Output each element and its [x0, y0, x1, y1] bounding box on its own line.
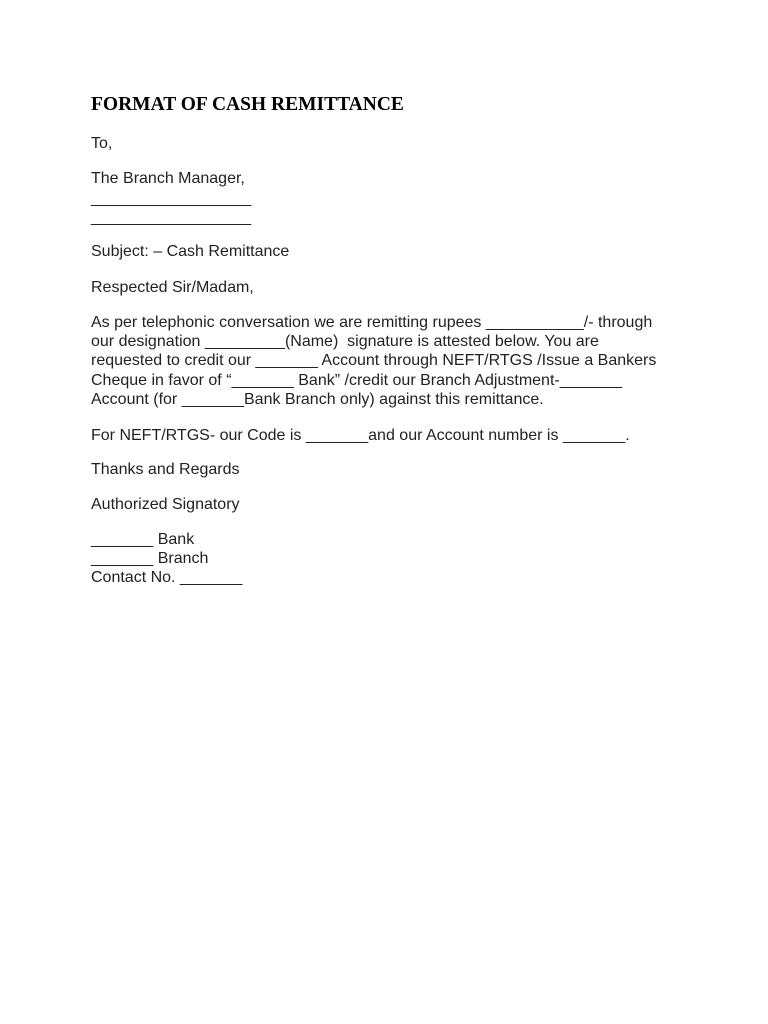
salutation-to: To,	[91, 135, 113, 152]
body-paragraph-line: our designation _________(Name) signature is attested below. You are	[91, 333, 599, 350]
body-paragraph-line: As per telephonic conversation we are remitting rupees ___________/- through	[91, 314, 653, 331]
contact-line: Contact No. _______	[91, 569, 243, 586]
address-blank-line: __________________	[91, 190, 252, 207]
body-paragraph-line: Cheque in favor of “_______ Bank” /credit our Branch Adjustment-_______	[91, 372, 622, 389]
subject-line: Subject: – Cash Remittance	[91, 243, 290, 260]
document-title: FORMAT OF CASH REMITTANCE	[91, 94, 404, 115]
neft-details-line: For NEFT/RTGS- our Code is _______and our Account number is _______.	[91, 427, 630, 444]
address-blank-line: __________________	[91, 209, 252, 226]
recipient-line: The Branch Manager,	[91, 170, 245, 187]
body-paragraph-line: Account (for _______Bank Branch only) against this remittance.	[91, 391, 544, 408]
branch-line: _______ Branch	[91, 550, 209, 567]
signatory-line: Authorized Signatory	[91, 496, 240, 513]
closing-line: Thanks and Regards	[91, 461, 240, 478]
bank-line: _______ Bank	[91, 531, 195, 548]
greeting-line: Respected Sir/Madam,	[91, 279, 254, 296]
body-paragraph-line: requested to credit our _______ Account through NEFT/RTGS /Issue a Bankers	[91, 352, 657, 369]
